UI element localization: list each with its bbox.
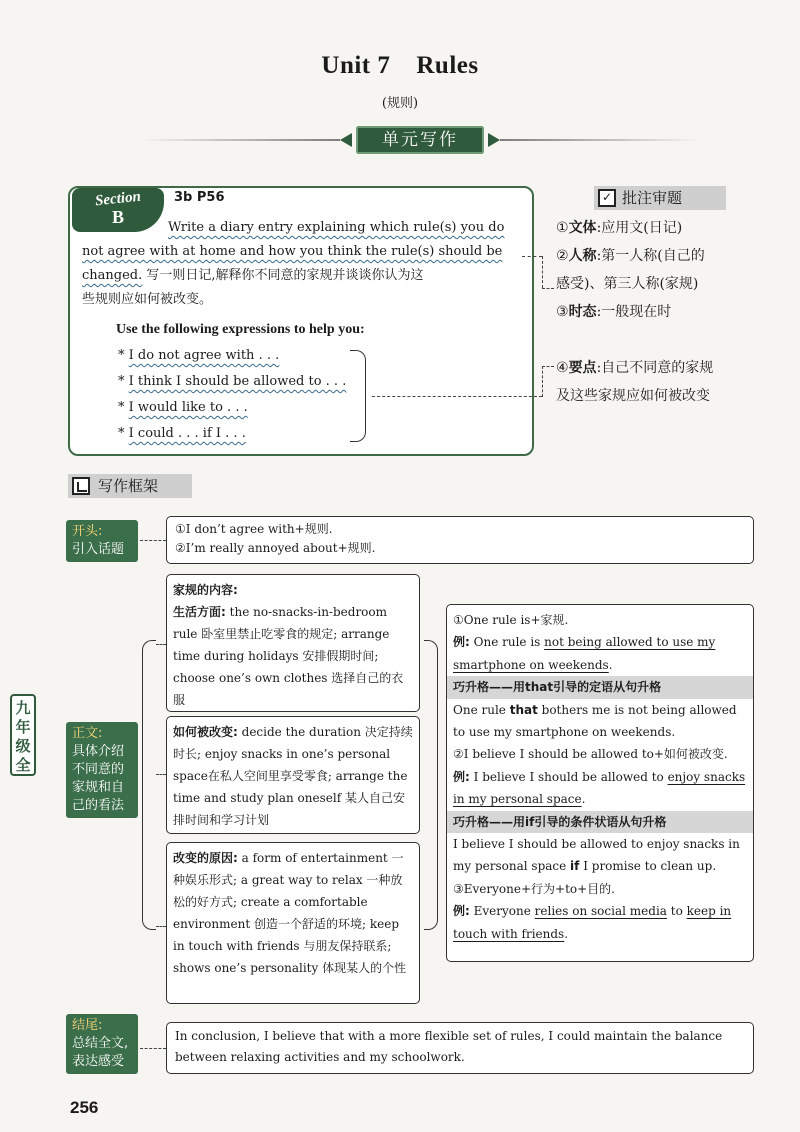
page-number: 256	[70, 1098, 99, 1117]
prompt-en-1: Write a diary entry explaining which rule(s) you do	[168, 220, 505, 235]
opening-box	[166, 516, 754, 564]
page-subtitle: (规则)	[381, 96, 419, 111]
example-1: 例: One rule is not being allowed to use my smartphone on weekends.	[453, 635, 716, 672]
reason-text: a form of entertainment 一种娱乐形式; a great way to relax 一种放松的好方式; create a comfortable environment 创造一个舒适的环境; keep in touch with friends 与朋友保持联系; shows one’s personality 体现某人的个性	[173, 851, 407, 975]
annotation-item: ③时态:一般现在时	[556, 304, 672, 320]
section-word: Section	[94, 188, 142, 210]
body-brace-left	[142, 640, 156, 930]
upgrade-1: One rule that bothers me is not being allowed to use my smartphone on weekends.	[453, 702, 737, 740]
band-label: 单元写作	[356, 126, 484, 154]
body-brace-right	[424, 640, 438, 930]
connector-line	[542, 366, 554, 367]
upgrade-2: I believe I should be allowed to enjoy snacks in my personal space if I promise to clean up.	[453, 837, 740, 874]
content-label: 生活方面:	[173, 605, 226, 619]
closing-tab: 结尾: 总结全文, 表达感受	[66, 1014, 138, 1074]
prompt-cn-2: 些规则应如何被改变。	[82, 292, 213, 307]
connector-line	[372, 396, 542, 397]
closing-box	[166, 1022, 754, 1074]
connector-line	[542, 288, 554, 289]
band-line-right	[500, 139, 700, 141]
title-topic: Rules	[416, 52, 479, 79]
pencil-check-icon: ✓	[598, 189, 616, 207]
framework-header: 写作框架	[68, 474, 192, 498]
connector-line	[140, 1048, 166, 1049]
annotation-header: ✓ 批注审题	[594, 186, 726, 210]
section-letter: B	[111, 207, 124, 227]
annotation-item: 及这些家规应如何被改变	[556, 388, 710, 404]
band-arrow-right-icon	[488, 133, 500, 147]
prompt-en-3: changed.	[82, 268, 143, 283]
connector-line	[140, 540, 166, 541]
expression-item: * I would like to . . .	[118, 400, 248, 415]
band-arrow-left-icon	[340, 133, 352, 147]
opening-tab: 开头: 引入话题	[66, 520, 138, 562]
reason-box	[166, 842, 420, 1004]
title-unit: Unit 7	[321, 52, 391, 79]
connector-line	[156, 926, 166, 927]
pattern-2: ②I believe I should be allowed to+如何被改变.	[453, 747, 728, 762]
opening-line: ①I don’t agree with+规则.	[175, 522, 333, 536]
upgrade-1-title: 巧升格——用that引导的定语从句升格	[447, 676, 753, 698]
connector-line	[156, 774, 166, 775]
reason-label: 改变的原因:	[173, 851, 238, 865]
example-3: 例: Everyone relies on social media to keep in touch with friends.	[453, 904, 732, 941]
page-title	[0, 52, 800, 80]
annotation-item: ④要点:自己不同意的家规	[556, 360, 714, 376]
sentence-box	[446, 604, 754, 962]
connector-line	[542, 366, 543, 397]
task-prompt	[82, 216, 522, 312]
annotation-item: 感受)、第三人称(家规)	[556, 276, 699, 292]
change-label: 如何被改变:	[173, 725, 238, 739]
annotation-item: ①文体:应用文(日记)	[556, 220, 683, 236]
closing-text: In conclusion, I believe that with a more flexible set of rules, I could maintain the balance between relaxing activities and my schoolwork.	[175, 1029, 723, 1064]
expression-item: * I could . . . if I . . .	[118, 426, 246, 441]
opening-line: ②I’m really annoyed about+规则.	[175, 541, 376, 555]
framework-icon	[72, 477, 90, 495]
example-2: 例: I believe I should be allowed to enjoy snacks in my personal space.	[453, 769, 746, 807]
pattern-3: ③Everyone+行为+to+目的.	[453, 881, 615, 896]
connector-line	[522, 256, 542, 257]
upgrade-2-title: 巧升格——用if引导的条件状语从句升格	[447, 811, 753, 833]
body-tab: 正文: 具体介绍 不同意的 家规和自 己的看法	[66, 722, 138, 818]
expression-item: * I think I should be allowed to . . .	[118, 374, 347, 389]
expression-item: * I do not agree with . . .	[118, 348, 280, 363]
expressions-brace	[350, 350, 366, 442]
prompt-en-2: not agree with at home and how you think the rule(s) should be	[82, 244, 503, 259]
pattern-1: ①One rule is+家规.	[453, 613, 569, 627]
section-band	[140, 126, 700, 154]
task-ref: 3b P56	[174, 190, 225, 205]
grade-tab: 九年级全	[10, 694, 36, 776]
annotation-item: ②人称:第一人称(自己的	[556, 248, 705, 264]
expressions-title: Use the following expressions to help you:	[116, 322, 365, 337]
content-title: 家规的内容:	[173, 583, 238, 597]
connector-line	[542, 256, 543, 288]
content-box	[166, 574, 420, 712]
change-text: decide the duration 决定持续时长; enjoy snacks in one’s personal space在私人空间里享受零食; arrange the time and study plan oneself 某人自己安排时间和学习计划	[173, 725, 413, 827]
change-box	[166, 716, 420, 834]
connector-line	[156, 644, 166, 645]
prompt-cn-1: 写一则日记,解释你不同意的家规并谈谈你认为这	[146, 268, 424, 283]
band-line-left	[140, 139, 340, 141]
content-text: the no-snacks-in-bedroom rule 卧室里禁止吃零食的规定; arrange time during holidays 安排假期时间; choose one’s own clothes 选择自己的衣服	[173, 605, 404, 707]
